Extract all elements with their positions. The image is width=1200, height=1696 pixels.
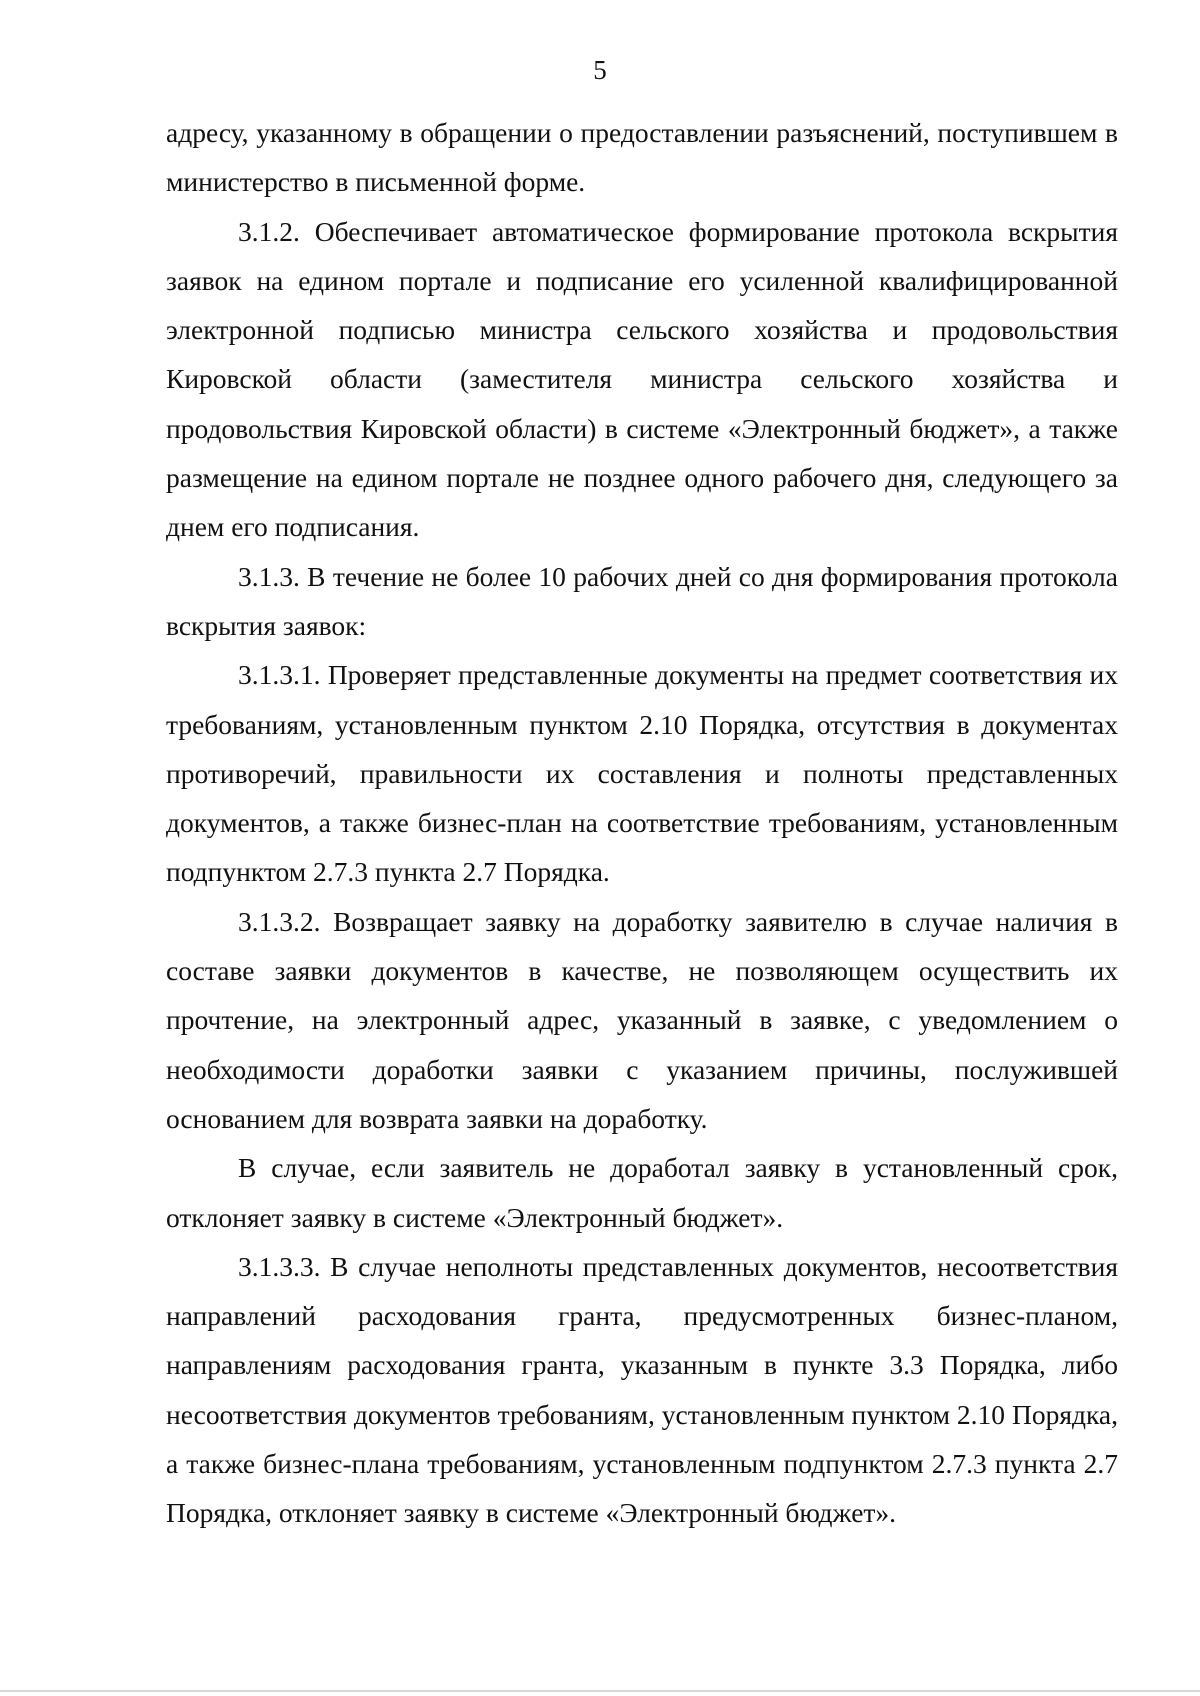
page-number: 5 (593, 55, 607, 85)
document-body (166, 108, 1118, 1538)
paragraph-3-1-3-2: 3.1.3.2. Возвращает заявку на доработку заявителю в случае наличия в составе заявки документов в качестве, не позволяющем осуществить их прочтение, на электронный адрес, указанный в заявке, с уведомлением о необходимости доработки заявки с указанием причины, послужившей основанием для возврата заявки на доработку. (166, 905, 1118, 1134)
scan-edge-line (0, 1690, 1200, 1692)
paragraph-continuation: адресу, указанному в обращении о предоставлении разъяснений, поступившем в министерство в письменной форме. (166, 117, 1118, 198)
paragraph-3-1-3-3: 3.1.3.3. В случае неполноты представленных документов, несоответствия направлений расходования гранта, предусмотренных бизнес-планом, направлениям расходования гранта, указанным в пункте 3.3 Порядка, либо несоответствия документов требованиям, установленным пунктом 2.10 Порядка, а также бизнес-плана требованиям, установленным подпунктом 2.7.3 пункта 2.7 Порядка, отклоняет заявку в системе «Электронный бюджет». (166, 1250, 1118, 1529)
paragraph-3-1-2: 3.1.2. Обеспечивает автоматическое формирование протокола вскрытия заявок на едином портале и подписание его усиленной квалифицированной электронной подписью министра сельского хозяйства и продовольствия Кировской области (заместителя министра сельского хозяйства и продовольствия Кировской области) в системе «Электронный бюджет», а также размещение на едином портале не позднее одного рабочего дня, следующего за днем его подписания. (166, 215, 1118, 543)
paragraph-rejection-note: В случае, если заявитель не доработал заявку в установленный срок, отклоняет заявку в системе «Электронный бюджет». (166, 1152, 1118, 1233)
paragraph-3-1-3: 3.1.3. В течение не более 10 рабочих дней со дня формирования протокола вскрытия заявок: (166, 560, 1118, 641)
paragraph-3-1-3-1: 3.1.3.1. Проверяет представленные документы на предмет соответствия их требованиям, установленным пунктом 2.10 Порядка, отсутствия в документах противоречий, правильности их составления и полноты представленных документов, а также бизнес-план на соответствие требованиям, установленным подпунктом 2.7.3 пункта 2.7 Порядка. (166, 659, 1118, 888)
